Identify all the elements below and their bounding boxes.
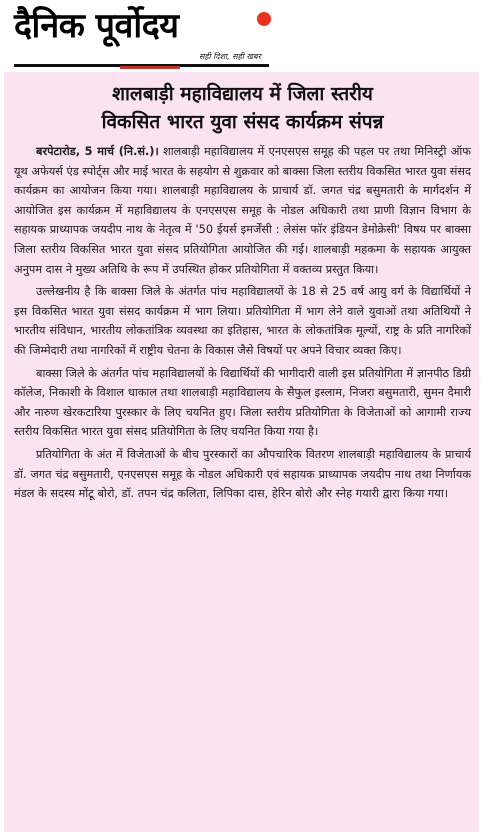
- article-dateline: बरपेटारोड, 5 मार्च (नि.सं.)।: [36, 145, 159, 158]
- news-article: [4, 72, 479, 832]
- article-paragraph-3: [14, 364, 471, 442]
- paragraph-text: प्रतियोगिता के अंत में विजेताओं के बीच पुरस्कारों का औपचारिक वितरण शालबाड़ी महाविद्यालय के प्राचार्य डॉ. जगत चंद्र बसुमतारी, एनएसएस समूह के नोडल अधिकारी एवं सहायक प्राध्यापक जयदीप नाथ तथा निर्णायक मंडल के सदस्य मोंटू बोरो, डॉ. तपन चंद्र कलिता, लिपिका दास, हेरिन बोरो और स्नेह गयारी द्वारा किया गया।: [14, 447, 471, 501]
- paragraph-text: उल्लेखनीय है कि बाक्सा जिले के अंतर्गत पांच महाविद्यालयों के 18 से 25 वर्ष आयु वर्ग के विद्यार्थियों ने इस विकसित भारत युवा संसद कार्यक्रम में भाग लिया। प्रतियोगिता में भाग लेने वाले युवाओं तथा अतिथियों ने भारतीय संविधान, भारतीय लोकतांत्रिक व्यवस्था का इतिहास, भारत के लोकतांत्रिक मूल्यों, राष्ट्र के प्रति नागरिकों की जिम्मेदारी तथा नागरिकों में राष्ट्रीय चेतना के विकास जैसे विषयों पर अपने विचार व्यक्त किए।: [14, 285, 471, 357]
- paragraph-text: शालबाड़ी महाविद्यालय में एनएसएस समूह की पहल पर तथा मिनिस्ट्री ऑफ यूथ अफेयर्स एंड स्पोर्ट्स और माई भारत के सहयोग से शुक्रवार को बाक्सा जिला स्तरीय विकसित भारत युवा संसद कार्यक्रम का आयोजन किया गया। शालबाड़ी महाविद्यालय के प्राचार्य डॉ. जगत चंद्र बसुमतारी के मार्गदर्शन में आयोजित इस कार्यक्रम में महाविद्यालय के एनएसएस समूह के नोडल अधिकारी तथा प्राणी विज्ञान विभाग के सहायक प्राध्यापक जयदीप नाथ के नेतृत्व में '50 ईयर्स इमर्जेंसी : लेसंस फॉर इंडियन डेमोक्रेसी' विषय पर बाक्सा जिला स्तरीय विकसित भारत युवा संसद प्रतियोगिता आयोजित की गई। शालबाड़ी महकमा के सहायक आयुक्त अनुपम दास ने मुख्य अतिथि के रूप में उपस्थित होकर प्रतियोगिता में वक्तव्य प्रस्तुत किया।: [14, 145, 471, 276]
- newspaper-tagline: सही दिशा, सही खबर: [199, 52, 261, 61]
- sun-icon: [257, 12, 271, 26]
- article-paragraph-4: [14, 445, 471, 504]
- article-paragraph-1: [14, 142, 471, 279]
- masthead: [0, 0, 485, 72]
- headline-line-1: शालबाड़ी महाविद्यालय में जिला स्तरीय: [112, 83, 373, 105]
- article-paragraph-2: [14, 282, 471, 360]
- article-headline: [14, 80, 471, 136]
- headline-line-2: विकसित भारत युवा संसद कार्यक्रम संपन्न: [101, 111, 384, 133]
- newspaper-logo: दैनिक पूर्वोदय: [14, 6, 179, 46]
- paragraph-text: बाक्सा जिले के अंतर्गत पांच महाविद्यालयों के विद्यार्थियों की भागीदारी वाली इस प्रतियोगिता में ज्ञानपीठ डिग्री कॉलेज, निकाशी के विशाल धाकाल तथा शालबाड़ी महाविद्यालय के सैफुल इस्लाम, निजरा बसुमतारी, सुमन दैमारी और नारुण खेरकटारिया पुरस्कार के लिए चयनित हुए। जिला स्तरीय प्रतियोगिता के विजेताओं को आगामी राज्य स्तरीय विकसित भारत युवा संसद प्रतियोगिता के लिए चयनित किया गया है।: [14, 366, 471, 439]
- masthead-accent-divider: [120, 66, 180, 69]
